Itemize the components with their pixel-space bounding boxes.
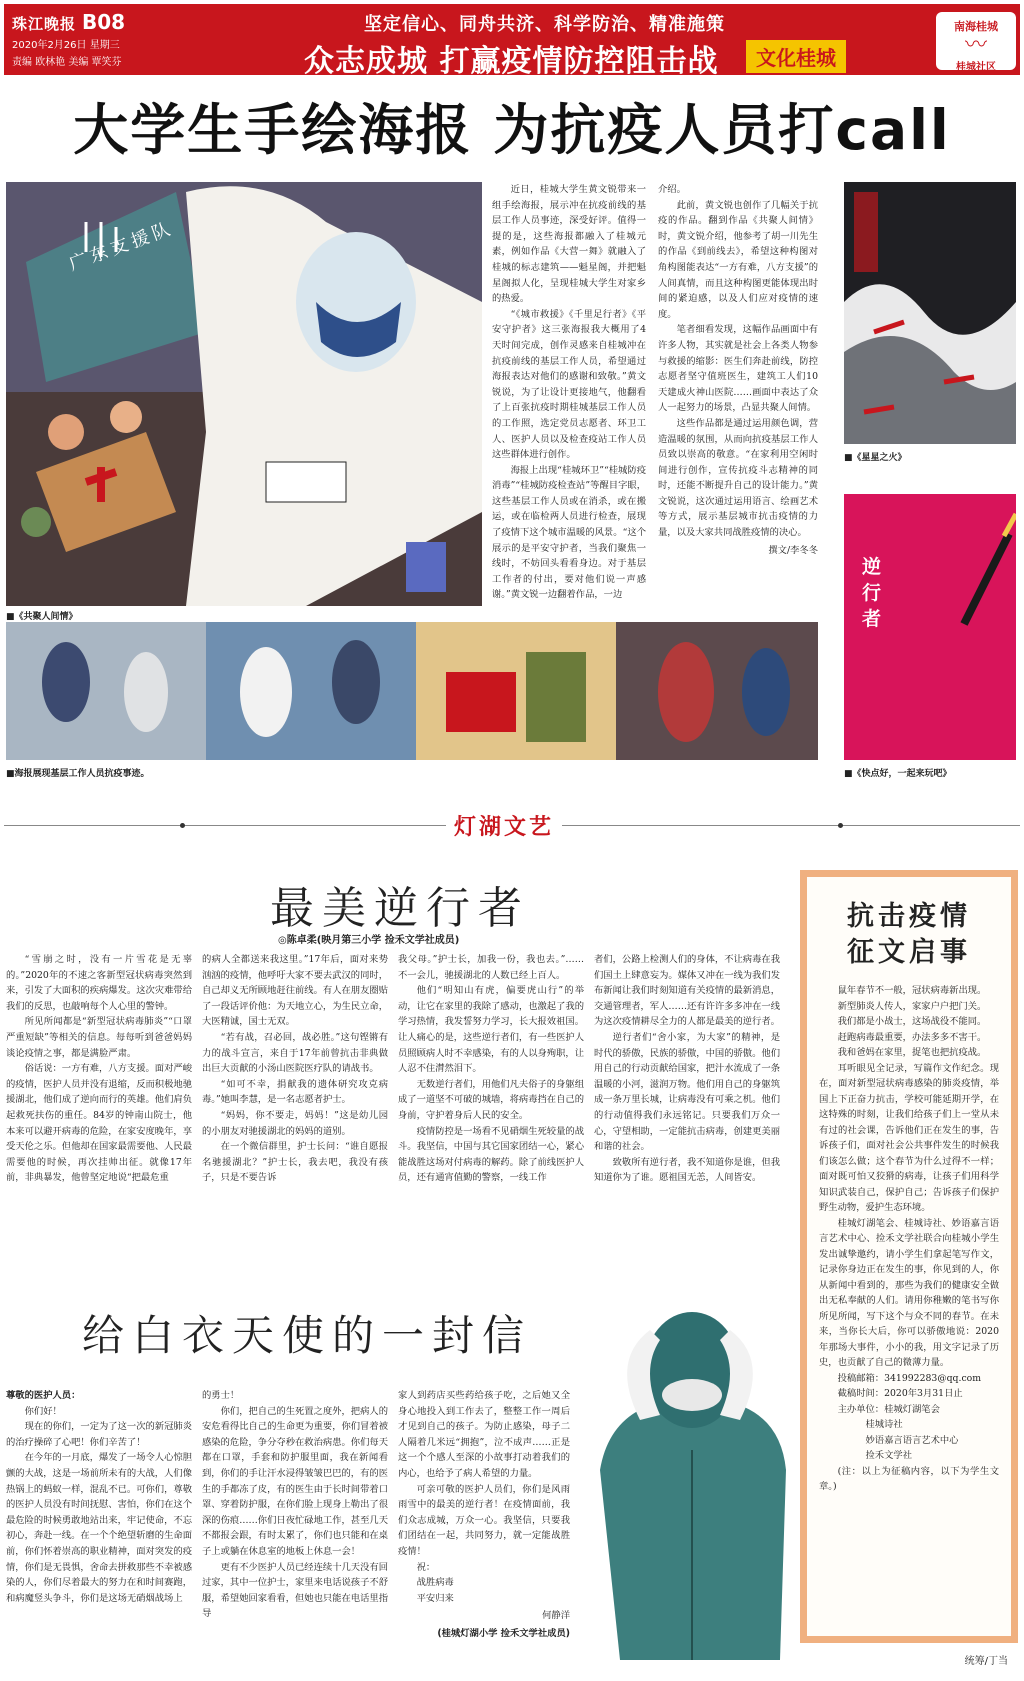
essay1-column-3	[398, 952, 584, 1272]
essay-paragraph: 平安归来	[416, 1592, 454, 1604]
article-paragraph: 这些作品都是通过运用颜色调，营造温暖的氛围，从而向抗疫基层工作人员致以崇高的敬意。“在家利用空闲时间进行创作，宣传抗疫斗志精神的同时，还能不断提升自己的设计能力。”黄文锐说，这次通过运用语言、绘画艺术等方式，展示基层城市抗击疫情的力量，以及大家共同战胜疫情的决心。	[658, 417, 818, 539]
paper-info	[12, 10, 125, 68]
essay-call-box	[800, 870, 1018, 1643]
essay-paragraph: 可亲可敬的医护人员们，你们是风雨雨雪中的最美的逆行者！在疫情面前，我们众志成城，万众一心。我坚信，只要我们团结在一起，共同努力，就一定能战胜疫情！	[398, 1483, 570, 1557]
call-note: (注：以上为征稿内容，以下为学生文章。)	[819, 1465, 999, 1492]
letter-salutation: 尊敬的医护人员：	[6, 1390, 81, 1401]
essay-paragraph: 逆行者们“舍小家，为大家”的精神，是时代的骄傲，民族的骄傲，中国的骄傲。他们用自己的行动贡献给国家，把汁水流成了一条温暖的小河，滋润万物。他们用自己的身躯筑成一条万里长城，让病毒没有可乘之机。他们的行动值得我们永远铭记。只要我们万众一心，守望相助，一定能抗击病毒，创建更美丽和谐的社会。	[594, 1031, 780, 1153]
page-editors: 责编 欧林艳 美编 覃笑芬	[12, 57, 122, 68]
call-contact-line: 截稿时间：2020年3月31日止	[837, 1388, 963, 1399]
essay1-column-2	[202, 952, 388, 1272]
editor-credit: 统筹/丁当	[964, 1656, 1008, 1667]
letter-author: 何静洋	[542, 1610, 570, 1622]
slogan-main: 众志成城 打赢疫情防控阻击战	[304, 44, 719, 75]
essay-paragraph: 我父母。”护士长，加我一份，我也去。”……不一会儿，驰援湖北的人数已经上百人。	[398, 954, 584, 981]
essay-paragraph: 在一个微信群里，护士长问：“谁自愿报名驰援湖北？”护士长，我去吧，我没有孩子，只是不要告诉	[202, 1141, 388, 1184]
essay-paragraph: 在今年的一月底，爆发了一场令人心惊胆颤的大战，这是一场前所未有的大战，人们像热锅上的蚂蚁一样，混乱不已。可你们，尊敬的医护人员没有时间抚慰、害怕，你们在这个最危险的时候勇敢地站出来，牢记使命，不忘初心，奔赴一线。在一个个绝望斩磨的生命面前，你们怀着崇高的职业精神，面对突发的疫情，你们是无畏惧，舍命去拼救那些不幸被感染的人，你们尽着最大的努力在和时间赛跑，和病魔竖头争斗，你们是这场无硝烟战场上	[6, 1452, 192, 1604]
essay-paragraph: “若有战，召必回，战必胜。”这句铿锵有力的战斗宣言，来自于17年前曾抗击非典做出巨大贡献的小汤山医院医疗队的请战书。	[202, 1031, 388, 1075]
essay-paragraph: 更有不少医护人员已经连续十几天没有回过家，其中一位护士，家里来电话说孩子不舒服，希望她回家看看，但她也只能在电话里指导	[202, 1561, 388, 1620]
poster-illustration	[6, 182, 482, 606]
essay-paragraph: 无数逆行者们，用他们凡夫俗子的身躯组成了一道坚不可破的城墙，将病毒挡在自己的身前，守护着身后人民的安全。	[398, 1078, 584, 1121]
essay-paragraph: 家人到药店买些药给孩子吃，之后她又全身心地投入到工作去了，整整工作一周后才见到自己的孩子。为防止感染，母子二人隔着几米远“拥抱”，泣不成声……正是这一个个感人至深的小故事打动着我们的内心，也给予了病人希望的力量。	[398, 1390, 570, 1479]
essay-paragraph: 的勇士！	[202, 1390, 240, 1401]
section-title: 灯湖文艺	[446, 810, 562, 841]
divider-dot	[838, 823, 843, 828]
essay-paragraph: 祝：	[416, 1561, 436, 1573]
essay-paragraph: 他们“明知山有虎，偏要虎山行”的举动，让它在家里的我除了感动，也激起了我的学习热情，我发誓努力学习，长大报效祖国。让人痛心的是，这些逆行者们，有一些医护人员照顾病人时不幸感染，有的人以身殉职，让人忍不住潸然泪下。	[398, 985, 584, 1075]
retrograde-poster-text: 逆行者	[862, 556, 882, 630]
essay-paragraph: 你们，把自己的生死置之度外，把病人的安危看得比自己的生命更为重要，你们冒着被感染的危险，争分夺秒在救治病患。你们每天都在口罩，手套和防护服里面，我在新闻看到，你们的手让汗水浸得皱皱巴巴的，有的医生的手都冻了皮，有的医生由于长时间带着口罩、穿着防护服，在你们脸上现身上勒出了很深的伤痕……你们日夜忙碌地工作，甚至几天不都报会跟，有时太累了，你们也只能和在桌子上或躺在休息室的地板上休息一会！	[202, 1405, 388, 1557]
essay1-column-4	[594, 952, 780, 1272]
nurse-illustration	[580, 1300, 796, 1660]
page-header	[4, 4, 1020, 75]
essay-paragraph: 的病人全都送来我这里。”17年后，面对来势汹汹的疫情，他呼吁大家不要去武汉的同时，自己却义无所顾地赶往前线。有人在朋友圈贴了一段话评价他：为天地立心，为生民立命，大医精诚，国士无双。	[202, 954, 388, 1028]
letter-author-affiliation: (桂城灯湖小学 捡禾文学社成员)	[437, 1627, 570, 1639]
poster-gathering-image	[6, 182, 482, 606]
main-image-caption: ■《共聚人间情》	[6, 612, 78, 622]
article-paragraph: 笔者细看发现，这幅作品画面中有许多人物，其实就是社会上各类人物参与救援的缩影：医生们奔赴前线，防控志愿者坚守值班医生，建筑工人们10天建成火神山医院……画面中表达了众人一起努力的场景，凸显共聚人间情。	[658, 324, 818, 414]
article-paragraph: 介绍。	[658, 184, 686, 195]
call-poem-line: 我和爸妈在家里，捉笔也把抗疫战。	[837, 1047, 987, 1058]
spark-image-caption: ■《星星之火》	[844, 453, 907, 463]
essay-paragraph: 者们，公路上检测人们的身体，不让病毒在我们国土上肆意妄为。媒体又冲在一线为我们发布新闻让我们时刻知道有关疫情的最新消息，交通管理者，军人……还有许许多多冲在一线为这次疫情耕尽全力的人都是最美的逆行者。	[594, 954, 780, 1028]
poster-retrograde-image	[844, 494, 1016, 760]
call-poem-line: 赶跑病毒最重要，办法多多不害干。	[837, 1031, 987, 1043]
call-paragraph: 耳听眼见全记录，写篇作文作纪念。现在，面对新型冠状病毒感染的肺炎疫情，举国上下正奋力抗击，学校可能延期开学，在这特殊的时刻，让我们给孩子们上一堂从未有过的社会课，告诉他们正在发生的事，告诉孩子们，面对社会公共事件发生的时候我们该怎么做；这个春节为什么过得不一样；面对既可怕又狡猾的病毒，让孩子们用科学知识武装自己，保护自己；告诉孩子们保护野生动物，爱护生态环境。	[819, 1062, 999, 1213]
strip-image-caption: ■海报展现基层工作人员抗疫事迹。	[6, 769, 150, 779]
issue-date: 2020年2月26日 星期三	[12, 40, 120, 51]
call-poem-line: 鼠年春节不一般，冠状病毒新出现。	[837, 985, 987, 996]
call-title-line-1: 抗击疫情	[847, 901, 971, 932]
article-paragraph: 近日，桂城大学生黄文锐带来一组手绘海报，展示冲在抗疫前线的基层工作人员事迹，深受好评。值得一提的是，这些海报都融入了桂城元素，例如作品《大营一舞》就融入了桂城的标志建筑——魁星阁，并把魁星阁拟人化，呈现桂城大学生对家乡的热爱。	[492, 184, 646, 305]
essay1-column-1	[6, 952, 192, 1272]
essay-paragraph: “如可不幸，捐献我的遗体研究攻克病毒。”她叫李慧，是一名志愿者护士。	[202, 1078, 388, 1106]
article-column-1	[492, 182, 646, 622]
essay2-column-1	[6, 1388, 192, 1680]
article-paragraph: “《城市救援》《千里足行者》《平安守护者》这三张海报我大概用了4天时间完成，创作灵感来自桂城冲在抗疫前线的基层工作人员，希望通过海报表达对他们的感谢和致敬。”黄文锐说，为了让设计更接地气，他翻看了上百张抗疫时期桂城基层工作人员的工作照，选定党员志愿者、环卫工人、医护人员以及检查疫站工作人员这些群体进行创作。	[492, 308, 646, 461]
essay-paragraph: “雪崩之时，没有一片雪花是无辜的。”2020年的不速之客新型冠状病毒突然到来，引发了大面积的疾病爆发。这次灾难带给我们的反思，也敲响每个人心里的警钟。	[6, 954, 192, 1012]
article-column-2	[658, 182, 818, 622]
section-badge: 文化桂城	[746, 40, 846, 73]
essay-paragraph: 疫情防控是一场看不见硝烟生死较量的战斗。我坚信，中国与其它国家团结一心，紧心能战胜这场对付病毒的解药。除了前线医护人员，还有通宵值勤的警察，一线工作	[398, 1125, 584, 1184]
essay-paragraph: 现在的你们，一定为了这一次的新冠肺炎的治疗操碎了心吧！你们辛苦了！	[6, 1421, 192, 1448]
call-contact-line: 捡禾文学社	[865, 1450, 912, 1461]
poster-banner-text: 广东支援队	[66, 217, 177, 276]
article-paragraph: 海报上出现“桂城环卫”“桂城防疫消毒”“桂城防疫检查站”等醒目字眼，这些基层工作人员或在消杀，或在搬运，或在临检两人员进行检查，展现了疫情下这个城市温暖的风景。“这个展示的是平安守护者，当我们聚焦一线时，不妨回头看看身边。对于基层工作者的付出，要对他们说一声感谢。”黄文锐一边翻着作品，一边	[492, 464, 646, 601]
call-contact-line: 桂城诗社	[865, 1419, 903, 1430]
call-contact-line: 主办单位：桂城灯湖笔会	[837, 1403, 940, 1415]
logo-text-bottom: 桂城社区	[956, 62, 996, 73]
essay-paragraph: 致敬所有逆行者，我不知道你是谁，但我知道你为了谁。愿祖国无恙，人间皆安。	[594, 1156, 780, 1184]
essay2-column-2	[202, 1388, 388, 1680]
guicheng-logo	[936, 12, 1016, 73]
logo-text-top: 南海桂城	[954, 20, 998, 33]
call-poem-line: 我们都是小战士，这场战役不能同。	[837, 1016, 987, 1027]
strip-illustration	[6, 622, 818, 760]
divider-dot	[180, 823, 185, 828]
essay-paragraph: 战胜病毒	[416, 1577, 454, 1589]
call-body	[819, 983, 999, 1495]
slogan-top: 坚定信心、同舟共济、科学防治、精准施策	[364, 14, 725, 35]
call-contact-line: 投稿邮箱：341992283@qq.com	[837, 1372, 982, 1384]
paper-name: 珠江晚报	[12, 15, 77, 33]
page-number: B08	[82, 10, 126, 34]
reporter-credit: 撰文/李冬冬	[768, 544, 818, 556]
page-headline: 大学生手绘海报 为抗疫人员打call	[73, 98, 951, 162]
essay2-column-3	[398, 1388, 570, 1680]
essay-paragraph: 俗话说：一方有难，八方支援。面对严峻的疫情，医护人员并没有退缩，反而积极地驰援湖北，他们成了逆向而行的英雄。他们肩负起救死扶伤的重任。84岁的钟南山院士，他本来可以避开病毒的危险，在家安度晚年，享受天伦之乐。但他却在国家最需要他、人民最需要他的时候，再次挂帅出征。就像17年前，非典暴发，他曾坚定地说“把最危重	[6, 1063, 192, 1184]
grassroots-workers-strip-image	[6, 622, 818, 760]
poster-spark-image	[844, 182, 1016, 444]
essay-paragraph: “妈妈，你不要走，妈妈！”这是幼儿园的小朋友对驰援湖北的妈妈的道别。	[202, 1109, 388, 1137]
essay-paragraph: 所见所闻都是“新型冠状病毒肺炎”“口罩严重短缺”等相关的信息。每每听到爸爸妈妈谈论疫情之事，都是满脸严肃。	[6, 1016, 192, 1059]
essay-paragraph: 你们好！	[24, 1405, 62, 1417]
call-title-line-2: 征文启事	[847, 937, 971, 968]
article-paragraph: 此前，黄文锐也创作了几幅关于抗疫的作品。翻到作品《共聚人间情》时，黄文锐介绍，他参考了胡一川先生的作品《到前线去》，希望这种构图对角构图能表达“一方有难，八方支援”的人间真情，而且这种构图更能体现出时间的紧迫感，以及人们应对疫情的速度。	[658, 199, 818, 320]
essay1-byline: ◎陈卓柔(映月第三小学 捡禾文学社成员)	[278, 935, 460, 946]
essay1-title: 最美逆行者	[270, 883, 530, 934]
retrograde-image-caption: ■《快点好，一起来玩吧》	[844, 769, 952, 779]
nurse-figure	[580, 1300, 796, 1660]
essay2-title: 给白衣天使的一封信	[82, 1311, 533, 1360]
call-contact-line: 妙语嘉言语言艺术中心	[865, 1434, 959, 1446]
spark-illustration	[844, 182, 1016, 444]
logo-swirl-icon: 〰	[964, 33, 987, 58]
call-paragraph: 桂城灯湖笔会、桂城诗社、妙语嘉言语言艺术中心、捡禾文学社联合向桂城小学生发出诚挚邀约，请小学生们拿起笔写作文，记录你身边正在发生的事，你见到的人，你从新闻中看到的，那些为我们的健康安全做出无私奉献的人们。请用你稚嫩的笔书写你所见所闻，写下这个与众不同的春节。在未来，当你长大后，你可以骄傲地说：2020年那场大事件，小小的我，用文字记录了历史，也贡献了自己的微薄力量。	[819, 1217, 999, 1368]
call-poem-line: 新型肺炎人传人，家家户户把门关。	[837, 1000, 987, 1012]
